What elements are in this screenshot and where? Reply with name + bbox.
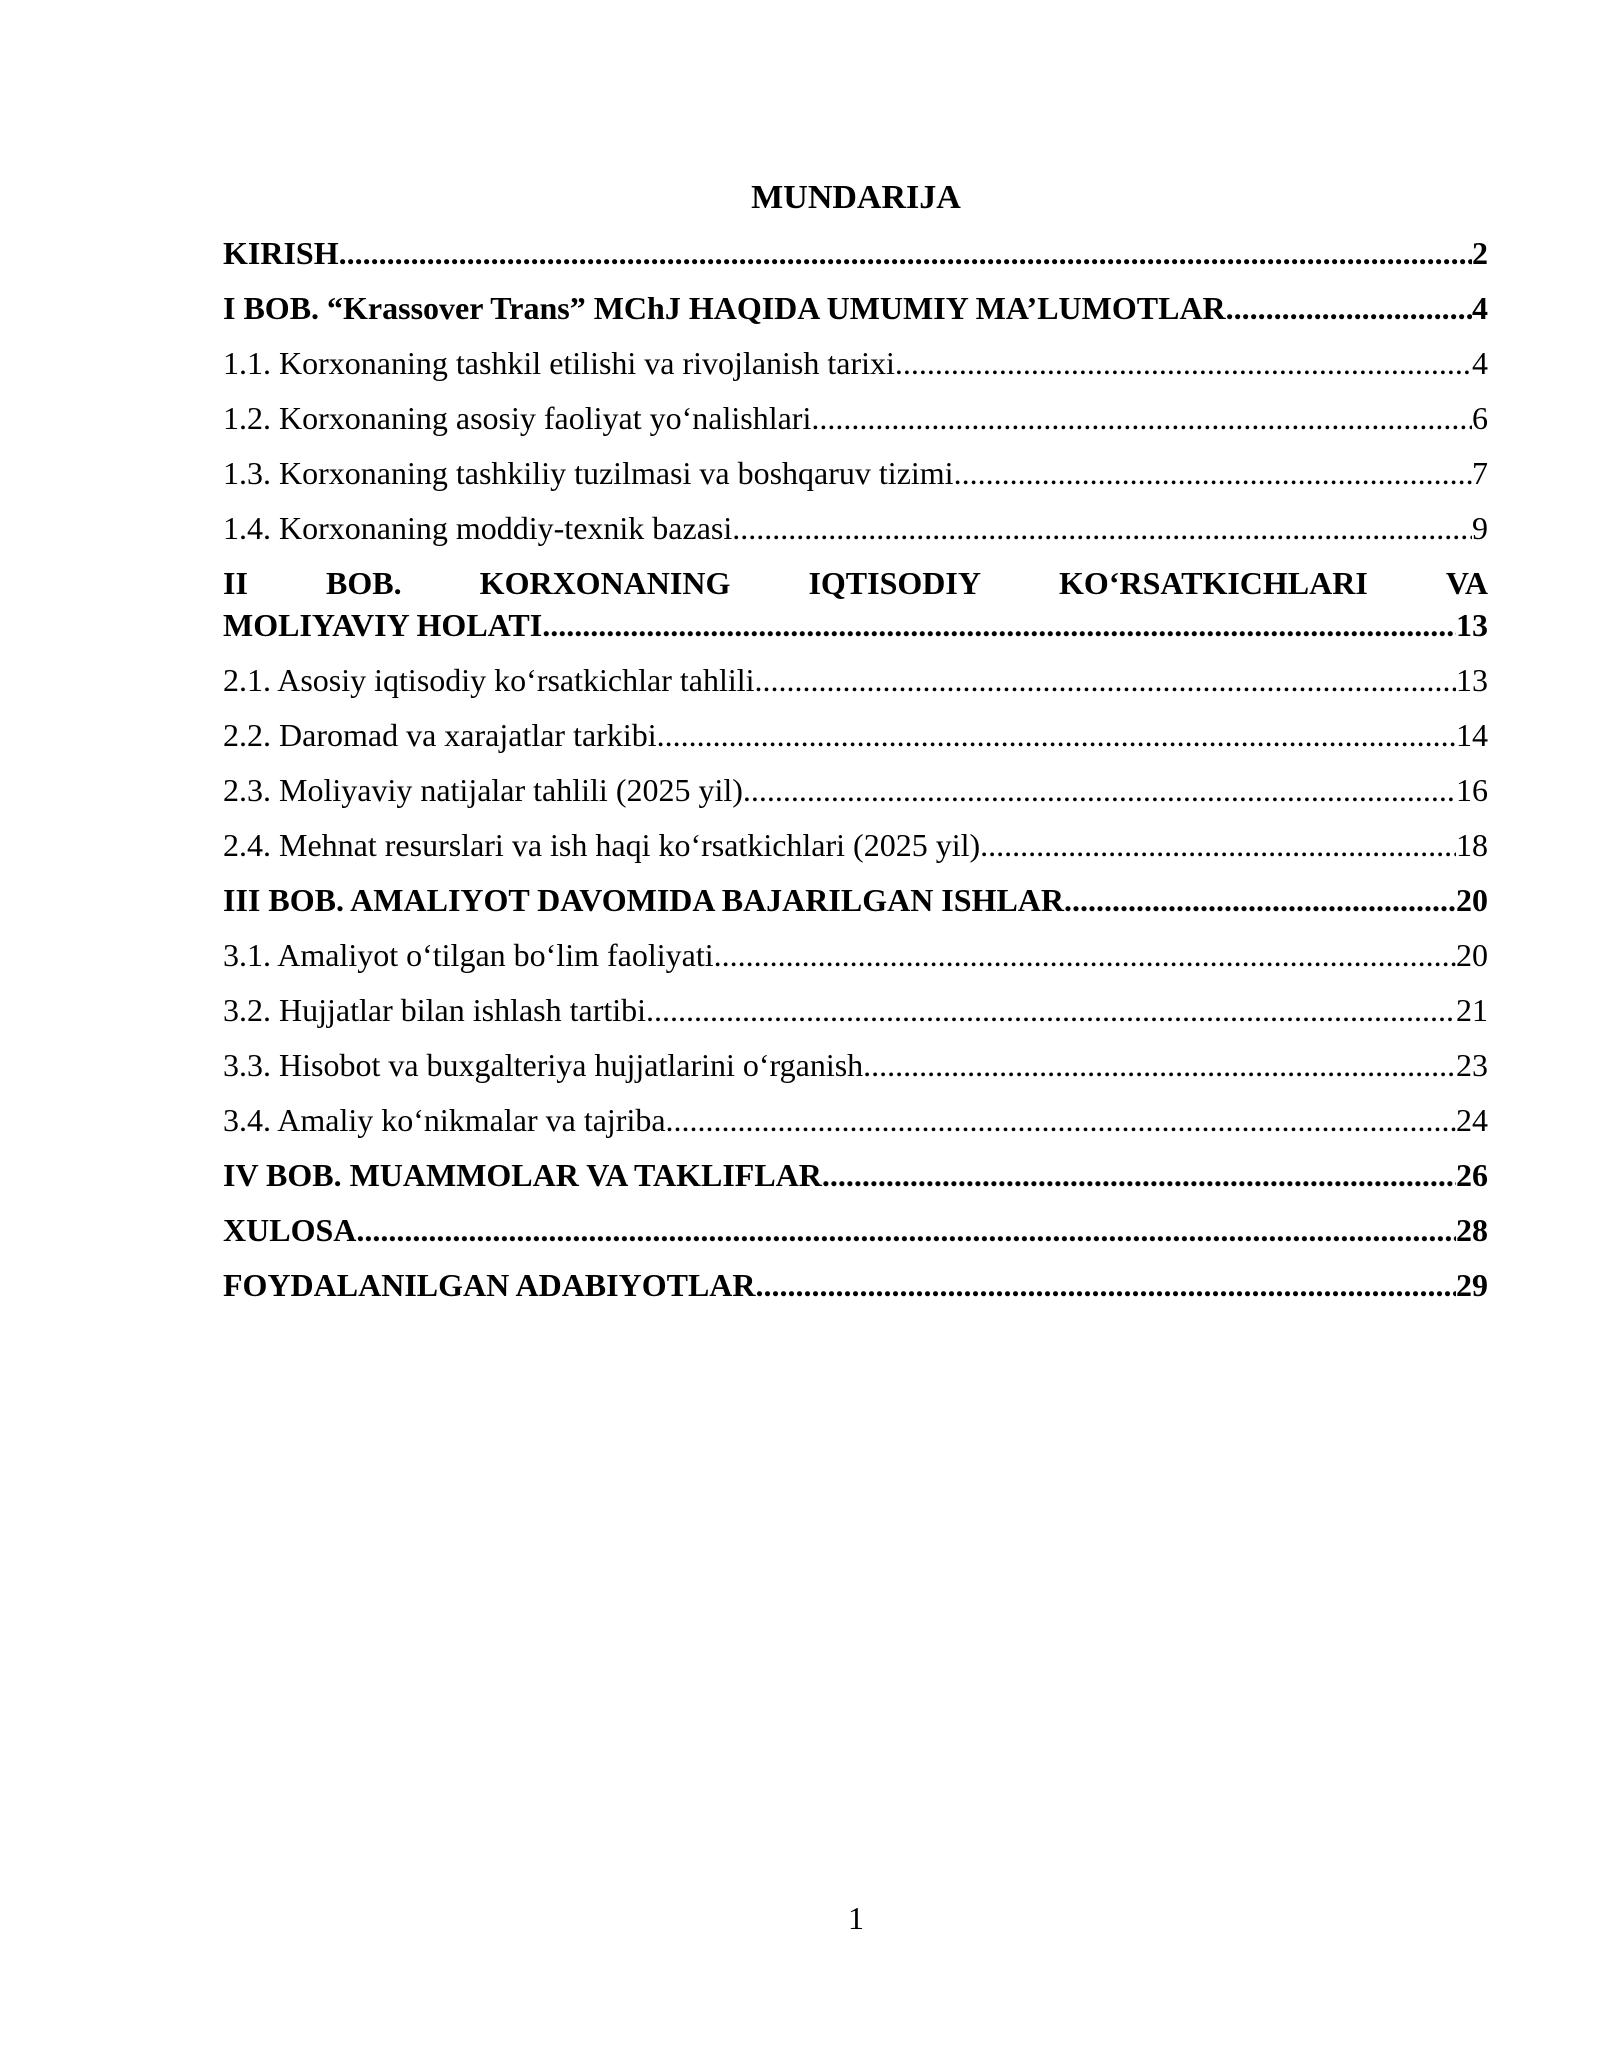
toc-page-number: 13 — [1456, 662, 1488, 698]
toc-entry-word: KO‘RSATKICHLARI — [1059, 565, 1368, 601]
toc-entry[interactable] — [223, 288, 1488, 343]
toc-entry-word: VA — [1445, 565, 1488, 601]
toc-leader-dots — [542, 605, 1456, 645]
toc-entry-line-1 — [223, 563, 1488, 605]
toc-leader-dots — [755, 660, 1456, 700]
toc-page-number: 7 — [1472, 455, 1488, 491]
toc-page-number: 13 — [1456, 607, 1488, 643]
toc-page-number: 2 — [1472, 235, 1488, 271]
toc-entry[interactable] — [223, 1210, 1488, 1265]
toc-title: MUNDARIJA — [751, 179, 961, 216]
toc-entry-text: 3.2. Hujjatlar bilan ishlash tartibi — [223, 992, 647, 1028]
toc-entry-text: 3.1. Amaliyot o‘tilgan bo‘lim faoliyati — [223, 937, 714, 973]
toc-entry[interactable] — [223, 1045, 1488, 1100]
toc-entry-text: 1.2. Korxonaning asosiy faoliyat yo‘nalishlari — [223, 400, 812, 436]
toc-entry[interactable] — [223, 508, 1488, 563]
toc-leader-dots — [646, 990, 1456, 1030]
toc-leader-dots — [980, 825, 1456, 865]
toc-page-number: 20 — [1456, 882, 1488, 918]
toc-entry-text: 2.3. Moliyaviy natijalar tahlili (2025 yil) — [223, 772, 743, 808]
toc-entry-text: III BOB. AMALIYOT DAVOMIDA BAJARILGAN ISHLAR — [223, 882, 1064, 918]
toc-leader-dots — [743, 770, 1456, 810]
toc-entry-text: XULOSA — [223, 1212, 357, 1248]
toc-entry-text: 1.1. Korxonaning tashkil etilishi va rivojlanish tarixi — [223, 345, 895, 381]
toc-leader-dots — [339, 233, 1472, 273]
toc-entry[interactable] — [223, 825, 1488, 880]
toc-entry[interactable] — [223, 453, 1488, 508]
toc-leader-dots — [1226, 288, 1472, 328]
toc-entry-word: KORXONANING — [479, 565, 731, 601]
toc-entry-text: 2.2. Daromad va xarajatlar tarkibi — [223, 717, 657, 753]
toc-entry-text: 2.1. Asosiy iqtisodiy ko‘rsatkichlar tahlili — [223, 662, 755, 698]
toc-entry-word: BOB. — [326, 565, 402, 601]
toc-entry-text: I BOB. “Krassover Trans” MChJ HAQIDA UMUMIY MA’LUMOTLAR — [223, 290, 1226, 326]
page-number: 1 — [848, 1900, 864, 1936]
toc-page-number: 20 — [1456, 937, 1488, 973]
toc-entry-text: 1.3. Korxonaning tashkiliy tuzilmasi va boshqaruv tizimi — [223, 455, 954, 491]
toc-page-number: 16 — [1456, 772, 1488, 808]
toc-entry-text: 3.4. Amaliy ko‘nikmalar va tajriba — [223, 1102, 666, 1138]
toc-leader-dots — [954, 453, 1472, 493]
toc-page-number: 28 — [1456, 1212, 1488, 1248]
toc-entry-text: 1.4. Korxonaning moddiy-texnik bazasi — [223, 510, 733, 546]
table-of-contents — [223, 233, 1488, 1320]
toc-leader-dots — [895, 343, 1472, 383]
toc-page-number: 18 — [1456, 827, 1488, 863]
toc-entry[interactable] — [223, 1155, 1488, 1210]
toc-page-number: 4 — [1472, 290, 1488, 326]
toc-entry[interactable] — [223, 1100, 1488, 1155]
toc-leader-dots — [756, 1265, 1457, 1305]
toc-entry-text: 3.3. Hisobot va buxgalteriya hujjatlarini o‘rganish — [223, 1047, 864, 1083]
toc-leader-dots — [822, 1155, 1456, 1195]
toc-leader-dots — [714, 935, 1456, 975]
toc-leader-dots — [666, 1100, 1456, 1140]
toc-leader-dots — [811, 398, 1472, 438]
toc-entry[interactable] — [223, 398, 1488, 453]
toc-entry[interactable] — [223, 233, 1488, 288]
toc-entry-text: 2.4. Mehnat resurslari va ish haqi ko‘rsatkichlari (2025 yil) — [223, 827, 981, 863]
toc-entry[interactable] — [223, 935, 1488, 990]
toc-entry[interactable] — [223, 660, 1488, 715]
toc-leader-dots — [863, 1045, 1456, 1085]
toc-page-number: 24 — [1456, 1102, 1488, 1138]
toc-entry-word: IQTISODIY — [808, 565, 981, 601]
toc-page-number: 4 — [1472, 345, 1488, 381]
toc-page-number: 23 — [1456, 1047, 1488, 1083]
toc-page-number: 26 — [1456, 1157, 1488, 1193]
toc-entry-word: II — [223, 565, 248, 601]
toc-page-number: 6 — [1472, 400, 1488, 436]
toc-leader-dots — [356, 1210, 1456, 1250]
toc-page-number: 14 — [1456, 717, 1488, 753]
toc-entry-text: FOYDALANILGAN ADABIYOTLAR — [223, 1267, 756, 1303]
toc-entry[interactable] — [223, 990, 1488, 1045]
toc-page-number: 9 — [1472, 510, 1488, 546]
toc-entry[interactable] — [223, 770, 1488, 825]
toc-entry[interactable] — [223, 715, 1488, 770]
toc-entry[interactable] — [223, 1265, 1488, 1320]
toc-entry-text: IV BOB. MUAMMOLAR VA TAKLIFLAR — [223, 1157, 822, 1193]
toc-entry-text: MOLIYAVIY HOLATI — [223, 607, 543, 643]
toc-page-number: 21 — [1456, 992, 1488, 1028]
toc-entry-line-2 — [223, 605, 1488, 647]
toc-leader-dots — [732, 508, 1472, 548]
toc-entry-text: KIRISH — [223, 235, 339, 271]
toc-entry[interactable] — [223, 343, 1488, 398]
toc-leader-dots — [657, 715, 1456, 755]
toc-entry[interactable] — [223, 880, 1488, 935]
toc-leader-dots — [1064, 880, 1456, 920]
toc-page-number: 29 — [1456, 1267, 1488, 1303]
toc-entry[interactable] — [223, 563, 1488, 660]
